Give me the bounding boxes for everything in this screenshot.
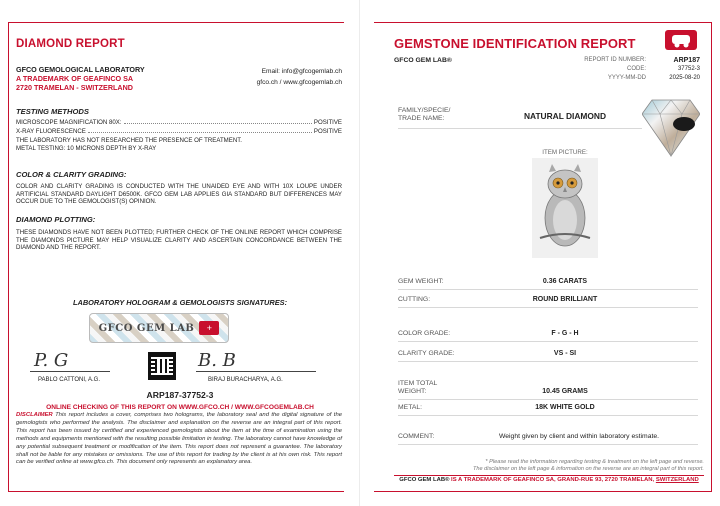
clarity-grade-value: VS - SI — [553, 350, 577, 357]
lab-name: GFCO GEMOLOGICAL LABORATORY — [16, 65, 145, 74]
family-value: NATURAL DIAMOND — [523, 111, 607, 121]
color-clarity-text: COLOR AND CLARITY GRADING IS CONDUCTED WITH THE UNAIDED EYE AND WITH 10X LOUPE UNDER ARTIFICIAL STANDARD DAYLIGHT D6500K. GFCO GEM LAB APPLIES GIA STANDARD BUT DIFFERENCES MAY OCCUR DUE TO THE GEMOLOGIST(S) OPINION. — [16, 183, 342, 206]
gfco-logo-icon — [665, 30, 697, 50]
color-grade-label: COLOR GRADE: — [398, 330, 451, 337]
footer — [394, 477, 704, 483]
gemologist-1-name: PABLO CATTONI, A.G. — [38, 377, 101, 383]
metal-value: 18K WHITE GOLD — [535, 404, 595, 411]
divider — [398, 341, 698, 342]
dotted-leader — [124, 123, 312, 124]
family-label — [398, 107, 450, 123]
lab-address: 2720 TRAMELAN - SWITZERLAND — [16, 83, 134, 92]
dotted-leader — [88, 132, 312, 133]
online-check-link[interactable]: ONLINE CHECKING OF THIS REPORT ON WWW.GFCO.CH / WWW.GFCOGEMLAB.CH — [46, 404, 314, 411]
diamond-plotting-text: THESE DIAMONDS HAVE NOT BEEN PLOTTED; FURTHER CHECK OF THE ONLINE REPORT WHICH COMPRISE THE DIAMONDS PICTURE MAY HELP VISUALIZE CLARITY AND ASCERTAIN CONCORDANCE BETWEEN THE DIAMOND AND THE REPORT. — [16, 229, 342, 252]
total-weight-label-2: WEIGHT: — [398, 388, 427, 395]
diamond-hologram-icon — [642, 94, 700, 170]
footer-rule — [394, 475, 704, 476]
diamond-report-title: DIAMOND REPORT — [16, 38, 125, 50]
footer-text: IS A TRADEMARK OF GEAFINCO SA, GRAND-RUE 93, 2720 TRAMELAN, — [449, 477, 656, 483]
comment-value: Weight given by client and within laboratory estimate. — [498, 433, 660, 440]
divider — [398, 307, 698, 308]
color-clarity-heading: COLOR & CLARITY GRADING: — [16, 170, 127, 179]
hologram-text: GFCO GEM LAB — [98, 322, 195, 334]
lab-name-block — [16, 65, 145, 92]
gem-weight-value: 0.36 CARATS — [542, 278, 588, 285]
testing-row-microscope — [16, 119, 342, 126]
clarity-grade-label: CLARITY GRADE: — [398, 350, 455, 357]
signature-line — [30, 371, 110, 372]
divider — [398, 128, 642, 129]
disclaimer — [16, 412, 342, 467]
right-page — [360, 0, 720, 506]
divider — [398, 415, 698, 416]
lab-contact — [257, 66, 342, 88]
divider — [398, 399, 698, 400]
testing-row-label: MICROSCOPE MAGNIFICATION 80X: — [16, 119, 122, 126]
cutting-value: ROUND BRILLIANT — [532, 296, 598, 303]
item-picture-owl-brooch — [532, 158, 598, 258]
divider — [398, 289, 698, 290]
testing-methods-heading: TESTING METHODS — [16, 107, 89, 116]
gemologist-2-name: BIRAJ BURACHARYA, A.G. — [208, 377, 283, 383]
diamond-plotting-heading: DIAMOND PLOTTING: — [16, 215, 96, 224]
gem-weight-label: GEM WEIGHT: — [398, 278, 444, 285]
testing-row-value: POSITIVE — [313, 119, 342, 126]
metal-testing-note: METAL TESTING: 10 MICRONS DEPTH BY X-RAY — [16, 145, 157, 152]
footer-country: SWITZERLAND — [655, 477, 699, 483]
hologram — [89, 313, 229, 343]
total-weight-label-1: ITEM TOTAL — [398, 380, 438, 387]
meta-values — [650, 56, 700, 83]
meta-labels — [566, 56, 646, 83]
signature-1: P. G — [34, 350, 69, 371]
meta-label: YYYY-MM-DD — [607, 75, 646, 81]
gemstone-report-title: GEMSTONE IDENTIFICATION REPORT — [394, 36, 636, 51]
footer-mark: GFCO GEM LAB® — [399, 477, 450, 483]
total-weight-label — [398, 380, 437, 396]
comment-label: COMMENT: — [398, 433, 435, 440]
signature-2: B. B — [198, 350, 236, 371]
report-code: 37752-3 — [677, 66, 700, 72]
treatment-note: THE LABORATORY HAS NOT RESEARCHED THE PRESENCE OF TREATMENT. — [16, 137, 242, 144]
divider — [398, 361, 698, 362]
cutting-label: CUTTING: — [398, 296, 431, 303]
metal-label: METAL: — [398, 404, 423, 411]
report-id-code: ARP187-37752-3 — [146, 390, 214, 400]
report-date: 2025-08-20 — [669, 75, 700, 81]
meta-label: REPORT ID NUMBER: — [584, 57, 646, 63]
disclaimer-label: DISCLAIMER — [16, 412, 53, 418]
disclaimer-text: This report includes a cover, comprises two holograms, the laboratory seal and the digital signature of the gemologists who performed the analysis. The disclaimer and explanation on the reverse are an integral part of this report. This report has been issued by certified and experienced gemologists about the item at the time of examination using the methods and equipments mentioned with the resulting possible limitation in testing. The laboratory cannot have knowledge of any potential subsequent treatment or modification of the item. This report does not represent a guarantee. The laboratory shall not be liable for any mistakes or omissions. The use of this report for trading by the client is at his own risk. This report can be verified online at www.gfco.ch. This document only represents an explanatory area. — [16, 412, 342, 466]
note-1: * Please read the information regarding testing & treatment on the left page and reverse. — [485, 459, 704, 465]
color-grade-value: F - G - H — [551, 330, 579, 337]
meta-label: CODE: — [626, 66, 646, 72]
divider — [398, 444, 698, 445]
gfco-gem-lab-mark: GFCO GEM LAB® — [394, 57, 452, 64]
notes — [394, 459, 704, 474]
testing-row-value: POSITIVE — [313, 128, 342, 135]
total-weight-value: 10.45 GRAMS — [542, 388, 588, 395]
lab-web[interactable]: gfco.ch / www.gfcogemlab.ch — [256, 79, 342, 86]
signature-line — [196, 371, 316, 372]
testing-row-label: X-RAY FLUORESCENCE — [16, 128, 86, 135]
family-label-2: TRADE NAME: — [398, 115, 445, 122]
note-2: The disclaimer on the left page & information on the reverse are an integral part of this report. — [472, 466, 704, 473]
lab-trademark: A TRADEMARK OF GEAFINCO SA — [16, 74, 134, 83]
signatures-heading: LABORATORY HOLOGRAM & GEMOLOGISTS SIGNATURES: — [72, 298, 288, 307]
report-id-number: ARP187 — [673, 57, 700, 64]
lab-email[interactable]: Email: info@gfcogemlab.ch — [261, 68, 342, 75]
swiss-cross-icon: + — [199, 321, 219, 335]
family-label-1: FAMILY/SPECIE/ — [398, 107, 451, 114]
testing-row-xray — [16, 128, 342, 135]
qr-code[interactable] — [148, 352, 176, 380]
item-picture-label: ITEM PICTURE: — [542, 149, 588, 156]
